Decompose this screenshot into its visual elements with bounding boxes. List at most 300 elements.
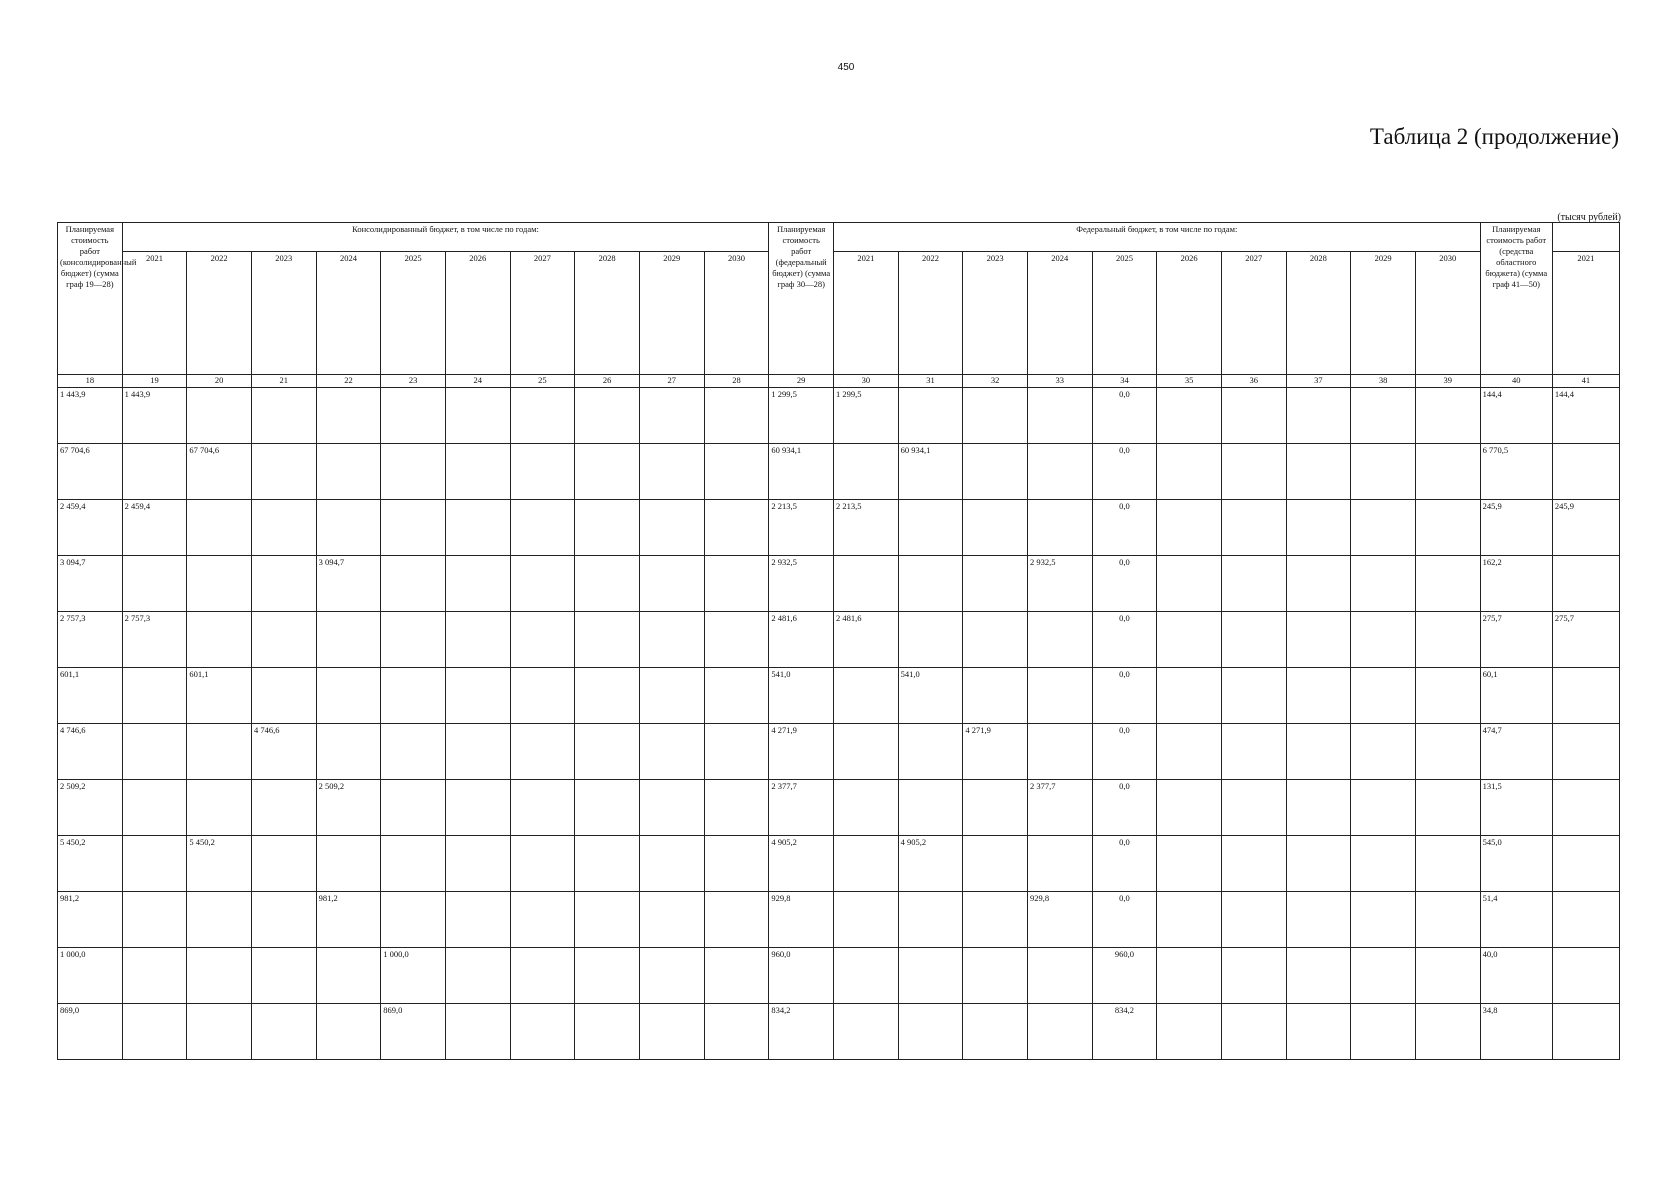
table-cell (1286, 724, 1351, 780)
table-cell: 601,1 (187, 668, 252, 724)
table-cell (639, 444, 704, 500)
table-cell (1415, 388, 1480, 444)
regional-year-header: 2021 (1552, 252, 1619, 375)
consolidated-sum-header: Планируемая стоимость работ (консолидированный бюджет) (сумма граф 19—28) (58, 223, 123, 375)
table-cell (1157, 500, 1222, 556)
table-cell (1351, 612, 1416, 668)
table-cell (575, 612, 640, 668)
table-cell (1415, 892, 1480, 948)
table-cell: 869,0 (381, 1004, 446, 1060)
table-cell (834, 1004, 899, 1060)
table-cell (1027, 388, 1092, 444)
table-cell: 2 932,5 (769, 556, 834, 612)
table-cell: 0,0 (1092, 388, 1157, 444)
table-cell (575, 500, 640, 556)
table-cell (963, 780, 1028, 836)
table-cell (381, 612, 446, 668)
table-cell (1286, 836, 1351, 892)
table-cell (187, 612, 252, 668)
table-cell (381, 556, 446, 612)
table-cell (1221, 780, 1286, 836)
federal-year-header: 2021 (834, 252, 899, 375)
federal-group-header: Федеральный бюджет, в том числе по годам: (834, 223, 1481, 252)
consolidated-year-header: 2021 (122, 252, 187, 375)
table-cell (251, 612, 316, 668)
table-cell: 0,0 (1092, 892, 1157, 948)
table-cell: 1 443,9 (58, 388, 123, 444)
table-cell: 929,8 (769, 892, 834, 948)
table-cell (704, 892, 769, 948)
table-cell (381, 444, 446, 500)
table-cell (963, 388, 1028, 444)
table-cell: 0,0 (1092, 612, 1157, 668)
table-cell (1027, 612, 1092, 668)
table-cell: 2 213,5 (769, 500, 834, 556)
table-cell (1415, 612, 1480, 668)
table-cell (381, 500, 446, 556)
column-number-cell: 23 (381, 375, 446, 388)
table-cell (1415, 500, 1480, 556)
table-cell (704, 836, 769, 892)
table-cell (1221, 724, 1286, 780)
table-cell (1415, 948, 1480, 1004)
table-cell (834, 668, 899, 724)
table-cell (1157, 1004, 1222, 1060)
table-cell: 4 271,9 (963, 724, 1028, 780)
table-cell (187, 1004, 252, 1060)
table-cell (1552, 948, 1619, 1004)
table-cell (510, 388, 575, 444)
table-cell (1157, 892, 1222, 948)
table-cell (122, 724, 187, 780)
table-cell: 929,8 (1027, 892, 1092, 948)
column-number-row (58, 375, 1620, 388)
table-cell (445, 780, 510, 836)
consolidated-year-header: 2029 (639, 252, 704, 375)
table-cell (1351, 836, 1416, 892)
table-cell (963, 892, 1028, 948)
table-cell (834, 948, 899, 1004)
table-cell (251, 780, 316, 836)
table-cell (251, 892, 316, 948)
table-cell (1351, 668, 1416, 724)
table-cell (1351, 948, 1416, 1004)
table-cell (1552, 836, 1619, 892)
column-number-cell: 29 (769, 375, 834, 388)
table-cell (898, 724, 963, 780)
table-cell (963, 556, 1028, 612)
table-cell: 0,0 (1092, 500, 1157, 556)
column-number-cell: 37 (1286, 375, 1351, 388)
table-cell (445, 724, 510, 780)
table-cell (704, 1004, 769, 1060)
table-cell (251, 388, 316, 444)
table-cell: 834,2 (769, 1004, 834, 1060)
table-cell (316, 444, 381, 500)
table-cell: 51,4 (1480, 892, 1552, 948)
table-cell: 541,0 (769, 668, 834, 724)
table-cell (639, 556, 704, 612)
federal-sum-header: Планируемая стоимость работ (федеральный бюджет) (сумма граф 30—28) (769, 223, 834, 375)
table-cell: 4 746,6 (251, 724, 316, 780)
table-cell (187, 780, 252, 836)
table-cell (510, 836, 575, 892)
table-cell: 869,0 (58, 1004, 123, 1060)
table-cell (963, 836, 1028, 892)
table-cell (1286, 500, 1351, 556)
header-row-years (58, 252, 1620, 375)
table-row (58, 892, 1620, 948)
table-cell: 1 299,5 (769, 388, 834, 444)
table-cell (898, 500, 963, 556)
table-cell (1027, 1004, 1092, 1060)
table-cell (510, 668, 575, 724)
table-cell (1221, 388, 1286, 444)
table-cell (1415, 1004, 1480, 1060)
table-cell (1552, 780, 1619, 836)
table-cell (316, 388, 381, 444)
table-cell (639, 500, 704, 556)
table-row (58, 444, 1620, 500)
column-number-cell: 38 (1351, 375, 1416, 388)
table-cell: 275,7 (1552, 612, 1619, 668)
table-cell: 67 704,6 (58, 444, 123, 500)
table-cell (1415, 724, 1480, 780)
table-cell (1286, 780, 1351, 836)
federal-year-header: 2027 (1221, 252, 1286, 375)
table-cell (122, 892, 187, 948)
table-cell (639, 836, 704, 892)
table-cell (445, 500, 510, 556)
table-cell (251, 556, 316, 612)
column-number-cell: 22 (316, 375, 381, 388)
table-cell: 5 450,2 (187, 836, 252, 892)
column-number-cell: 21 (251, 375, 316, 388)
table-cell: 2 757,3 (58, 612, 123, 668)
column-number-cell: 19 (122, 375, 187, 388)
table-row (58, 948, 1620, 1004)
table-body (58, 375, 1620, 1060)
table-cell: 2 481,6 (834, 612, 899, 668)
table-cell (510, 500, 575, 556)
table-cell (445, 668, 510, 724)
consolidated-group-header: Консолидированный бюджет, в том числе по годам: (122, 223, 769, 252)
column-number-cell: 27 (639, 375, 704, 388)
table-cell (381, 892, 446, 948)
table-cell: 2 213,5 (834, 500, 899, 556)
table-cell (251, 836, 316, 892)
table-cell (1286, 668, 1351, 724)
federal-year-header: 2025 (1092, 252, 1157, 375)
table-cell: 1 000,0 (58, 948, 123, 1004)
table-row (58, 724, 1620, 780)
table-cell: 60 934,1 (898, 444, 963, 500)
column-number-cell: 32 (963, 375, 1028, 388)
table-cell (898, 1004, 963, 1060)
table-cell (639, 948, 704, 1004)
table-cell (187, 892, 252, 948)
table-cell: 4 905,2 (769, 836, 834, 892)
table-cell (1157, 444, 1222, 500)
table-cell: 0,0 (1092, 556, 1157, 612)
table-cell (834, 780, 899, 836)
table-cell (251, 444, 316, 500)
table-cell: 1 443,9 (122, 388, 187, 444)
table-cell: 541,0 (898, 668, 963, 724)
table-cell (316, 724, 381, 780)
table-cell (251, 668, 316, 724)
column-number-cell: 34 (1092, 375, 1157, 388)
table-cell (381, 780, 446, 836)
column-number-cell: 30 (834, 375, 899, 388)
table-cell: 245,9 (1480, 500, 1552, 556)
table-cell (704, 948, 769, 1004)
table-cell: 34,8 (1480, 1004, 1552, 1060)
table-cell: 545,0 (1480, 836, 1552, 892)
column-number-cell: 26 (575, 375, 640, 388)
table-cell (1157, 780, 1222, 836)
table-cell (834, 892, 899, 948)
column-number-cell: 40 (1480, 375, 1552, 388)
table-cell: 2 377,7 (1027, 780, 1092, 836)
column-number-cell: 41 (1552, 375, 1619, 388)
table-cell: 2 932,5 (1027, 556, 1092, 612)
table-cell (1157, 724, 1222, 780)
column-number-cell: 36 (1221, 375, 1286, 388)
table-cell (445, 892, 510, 948)
table-cell (639, 724, 704, 780)
table-cell (575, 668, 640, 724)
table-cell (316, 1004, 381, 1060)
table-cell (1157, 556, 1222, 612)
table-cell (187, 500, 252, 556)
header-row-groups (58, 223, 1620, 252)
table-cell (1157, 836, 1222, 892)
table-cell: 131,5 (1480, 780, 1552, 836)
table-cell (639, 388, 704, 444)
table-cell (1351, 1004, 1416, 1060)
column-number-cell: 35 (1157, 375, 1222, 388)
table-cell (1286, 556, 1351, 612)
table-cell (575, 388, 640, 444)
table-cell (445, 1004, 510, 1060)
table-cell (251, 1004, 316, 1060)
table-cell (834, 724, 899, 780)
table-cell: 2 459,4 (58, 500, 123, 556)
table-cell (1221, 1004, 1286, 1060)
table-caption: Таблица 2 (продолжение) (1369, 124, 1619, 149)
column-number-cell: 31 (898, 375, 963, 388)
table-cell: 981,2 (58, 892, 123, 948)
table-cell (445, 444, 510, 500)
table-cell (122, 556, 187, 612)
table-cell (1027, 948, 1092, 1004)
page-number: 450 (837, 62, 855, 73)
column-number-cell: 33 (1027, 375, 1092, 388)
table-cell (1286, 444, 1351, 500)
table-cell (575, 444, 640, 500)
table-cell: 2 509,2 (58, 780, 123, 836)
table-cell (898, 556, 963, 612)
table-cell: 601,1 (58, 668, 123, 724)
table-cell (639, 668, 704, 724)
table-cell: 474,7 (1480, 724, 1552, 780)
table-cell (1157, 388, 1222, 444)
table-cell (510, 1004, 575, 1060)
table-cell (316, 500, 381, 556)
table-cell (575, 724, 640, 780)
table-cell (187, 388, 252, 444)
table-cell: 1 000,0 (381, 948, 446, 1004)
table-cell (316, 612, 381, 668)
table-cell: 144,4 (1552, 388, 1619, 444)
table-cell (187, 556, 252, 612)
table-cell: 2 757,3 (122, 612, 187, 668)
table-cell (251, 500, 316, 556)
federal-year-header: 2028 (1286, 252, 1351, 375)
table-cell: 0,0 (1092, 444, 1157, 500)
table-cell (834, 836, 899, 892)
table-cell (1157, 612, 1222, 668)
table-cell (704, 556, 769, 612)
table-cell (1286, 388, 1351, 444)
table-cell: 162,2 (1480, 556, 1552, 612)
table-cell (575, 948, 640, 1004)
table-cell (316, 948, 381, 1004)
table-row (58, 668, 1620, 724)
table-cell (834, 444, 899, 500)
table-cell (1027, 668, 1092, 724)
table-row (58, 1004, 1620, 1060)
table-cell (1415, 556, 1480, 612)
table-cell (1221, 444, 1286, 500)
table-cell (381, 724, 446, 780)
table-cell (639, 892, 704, 948)
table-cell (445, 612, 510, 668)
table-row (58, 612, 1620, 668)
table-cell: 3 094,7 (316, 556, 381, 612)
table-cell: 3 094,7 (58, 556, 123, 612)
table-cell (704, 612, 769, 668)
table-cell (381, 836, 446, 892)
table-cell: 4 905,2 (898, 836, 963, 892)
table-cell: 2 481,6 (769, 612, 834, 668)
consolidated-year-header: 2027 (510, 252, 575, 375)
table-cell (1351, 444, 1416, 500)
table-cell (445, 948, 510, 1004)
regional-group-header (1552, 223, 1619, 252)
table-cell: 960,0 (1092, 948, 1157, 1004)
table-cell: 0,0 (1092, 836, 1157, 892)
table-cell: 144,4 (1480, 388, 1552, 444)
table-cell (187, 724, 252, 780)
table-cell (898, 948, 963, 1004)
table-cell (1351, 724, 1416, 780)
table-cell (445, 388, 510, 444)
table-cell: 0,0 (1092, 724, 1157, 780)
table-cell: 1 299,5 (834, 388, 899, 444)
table-cell (1286, 1004, 1351, 1060)
table-cell (1415, 444, 1480, 500)
federal-year-header: 2023 (963, 252, 1028, 375)
table-cell: 60,1 (1480, 668, 1552, 724)
table-cell: 67 704,6 (187, 444, 252, 500)
table-cell (510, 556, 575, 612)
table-cell (1351, 500, 1416, 556)
table-cell (704, 780, 769, 836)
units-note: (тысяч рублей) (1557, 212, 1621, 223)
table-cell (963, 948, 1028, 1004)
table-cell: 4 271,9 (769, 724, 834, 780)
table-cell (510, 780, 575, 836)
table-cell (1552, 668, 1619, 724)
table-cell: 0,0 (1092, 668, 1157, 724)
table-cell (1221, 612, 1286, 668)
table-cell (898, 780, 963, 836)
table-cell (122, 668, 187, 724)
table-cell (316, 668, 381, 724)
table-cell (704, 388, 769, 444)
table-cell: 275,7 (1480, 612, 1552, 668)
table-cell (1221, 836, 1286, 892)
table-cell (510, 444, 575, 500)
table-cell (575, 1004, 640, 1060)
column-number-cell: 20 (187, 375, 252, 388)
table-cell (122, 780, 187, 836)
table-cell (510, 948, 575, 1004)
table-cell (704, 500, 769, 556)
table-row (58, 556, 1620, 612)
table-cell (251, 948, 316, 1004)
table-cell (1027, 500, 1092, 556)
table-cell (1157, 948, 1222, 1004)
consolidated-year-header: 2028 (575, 252, 640, 375)
table-cell: 2 509,2 (316, 780, 381, 836)
table-cell (704, 444, 769, 500)
table-cell (639, 1004, 704, 1060)
table-cell (1286, 612, 1351, 668)
table-cell: 834,2 (1092, 1004, 1157, 1060)
table-cell (122, 1004, 187, 1060)
table-cell: 245,9 (1552, 500, 1619, 556)
table-cell (575, 892, 640, 948)
table-cell (1221, 500, 1286, 556)
table-cell: 60 934,1 (769, 444, 834, 500)
table-cell (122, 444, 187, 500)
table-cell: 4 746,6 (58, 724, 123, 780)
table-cell (1552, 444, 1619, 500)
table-cell (1027, 836, 1092, 892)
table-cell (639, 612, 704, 668)
federal-year-header: 2030 (1415, 252, 1480, 375)
table-cell (316, 836, 381, 892)
table-cell: 6 770,5 (1480, 444, 1552, 500)
table-cell (1027, 444, 1092, 500)
regional-sum-header: Планируемая стоимость работ (средства областного бюджета) (сумма граф 41—50) (1480, 223, 1552, 375)
table-row (58, 388, 1620, 444)
consolidated-year-header: 2022 (187, 252, 252, 375)
federal-year-header: 2022 (898, 252, 963, 375)
table-cell (381, 668, 446, 724)
table-cell (1552, 1004, 1619, 1060)
table-row (58, 500, 1620, 556)
table-cell: 981,2 (316, 892, 381, 948)
column-number-cell: 25 (510, 375, 575, 388)
table-cell (575, 780, 640, 836)
table-cell (1221, 948, 1286, 1004)
table-cell (704, 724, 769, 780)
column-number-cell: 18 (58, 375, 123, 388)
